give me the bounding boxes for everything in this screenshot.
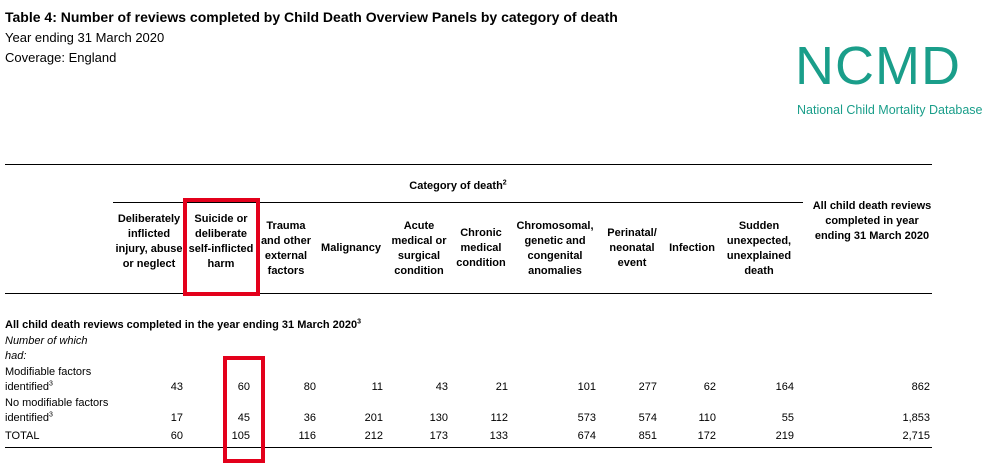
cell: 164 xyxy=(775,381,794,393)
cell: 112 xyxy=(490,412,508,424)
cell: 201 xyxy=(364,412,383,424)
col-header-deliberately-inflicted: Deliberately inflicted injury, abuse or neglect xyxy=(115,213,183,270)
cell: 62 xyxy=(703,381,716,393)
suicide-header-highlight xyxy=(183,198,260,296)
cell: 130 xyxy=(429,412,448,424)
section-title xyxy=(5,319,361,331)
col-header-acute: Acute medical or surgical condition xyxy=(391,220,447,277)
section-title-text: All child death reviews completed in the year ending 31 March 2020 xyxy=(5,319,358,331)
cell: 277 xyxy=(638,381,657,393)
year-subtitle: Year ending 31 March 2020 xyxy=(5,30,165,45)
row-label-text: identified xyxy=(5,412,50,424)
cell-total: 1,853 xyxy=(902,412,930,424)
cell: 110 xyxy=(698,412,716,424)
table-bottom-rule xyxy=(5,447,932,448)
cell: 60 xyxy=(170,430,183,442)
cell: 60 xyxy=(237,381,250,393)
col-header-perinatal: Perinatal/ neonatal event xyxy=(607,227,657,269)
cell: 574 xyxy=(638,412,657,424)
col-header-chronic: Chronic medical condition xyxy=(456,227,506,269)
cell: 21 xyxy=(495,381,508,393)
row-label-no-modifiable-line1: No modifiable factors xyxy=(5,397,109,409)
cell: 674 xyxy=(577,430,596,442)
cell: 36 xyxy=(303,412,316,424)
col-header-trauma: Trauma and other external factors xyxy=(260,220,312,277)
footnote-marker: 3 xyxy=(357,318,362,326)
cell-total: 2,715 xyxy=(902,430,930,442)
row-label-modifiable-line1: Modifiable factors xyxy=(5,366,92,378)
cell: 219 xyxy=(775,430,794,442)
cell: 212 xyxy=(364,430,383,442)
col-header-suicide: Suicide or deliberate self-inflicted harm xyxy=(188,213,254,270)
cell: 43 xyxy=(170,381,183,393)
cell: 45 xyxy=(237,412,250,424)
cell: 43 xyxy=(435,381,448,393)
table-title: Table 4: Number of reviews completed by Child Death Overview Panels by category of death xyxy=(5,9,618,25)
row-label-no-modifiable-line2 xyxy=(5,411,53,426)
col-header-malignancy: Malignancy xyxy=(321,242,381,254)
cell: 80 xyxy=(303,381,316,393)
col-header-total: All child death reviews completed in year ending 31 March 2020 xyxy=(812,200,932,242)
col-header-infection: Infection xyxy=(669,242,715,254)
row-label-text: identified xyxy=(5,381,50,393)
footnote-marker: 3 xyxy=(49,411,53,419)
cell-total: 862 xyxy=(911,381,930,393)
col-header-sudden-unexpected: Sudden unexpected, unexplained death xyxy=(726,220,792,277)
cell: 11 xyxy=(371,381,383,393)
row-label-modifiable-line2 xyxy=(5,380,53,395)
row-label-total: TOTAL xyxy=(5,430,40,442)
category-of-death-label: Category of death xyxy=(409,180,503,192)
cell: 573 xyxy=(577,412,596,424)
col-header-chromosomal: Chromosomal, genetic and congenital anomalies xyxy=(516,220,594,277)
cell: 116 xyxy=(298,430,316,442)
ncmd-logo: NCMD xyxy=(795,36,961,96)
cell: 133 xyxy=(489,430,508,442)
footnote-marker: 3 xyxy=(49,380,53,388)
cell: 851 xyxy=(638,430,657,442)
cell: 173 xyxy=(429,430,448,442)
suicide-values-highlight xyxy=(223,356,265,463)
cell: 172 xyxy=(697,430,716,442)
cell: 101 xyxy=(577,381,596,393)
cell: 17 xyxy=(170,412,183,424)
cell: 55 xyxy=(781,412,794,424)
number-of-which-label: Number of which xyxy=(5,335,88,347)
category-of-death-header xyxy=(113,179,803,194)
ncmd-logo-name: National Child Mortality Database xyxy=(797,103,983,117)
footnote-marker: 2 xyxy=(502,179,507,187)
cell: 105 xyxy=(231,430,250,442)
header-bottom-rule xyxy=(5,293,932,294)
coverage-subtitle: Coverage: England xyxy=(5,50,117,65)
had-label: had: xyxy=(5,350,27,362)
table-top-rule xyxy=(5,164,932,165)
